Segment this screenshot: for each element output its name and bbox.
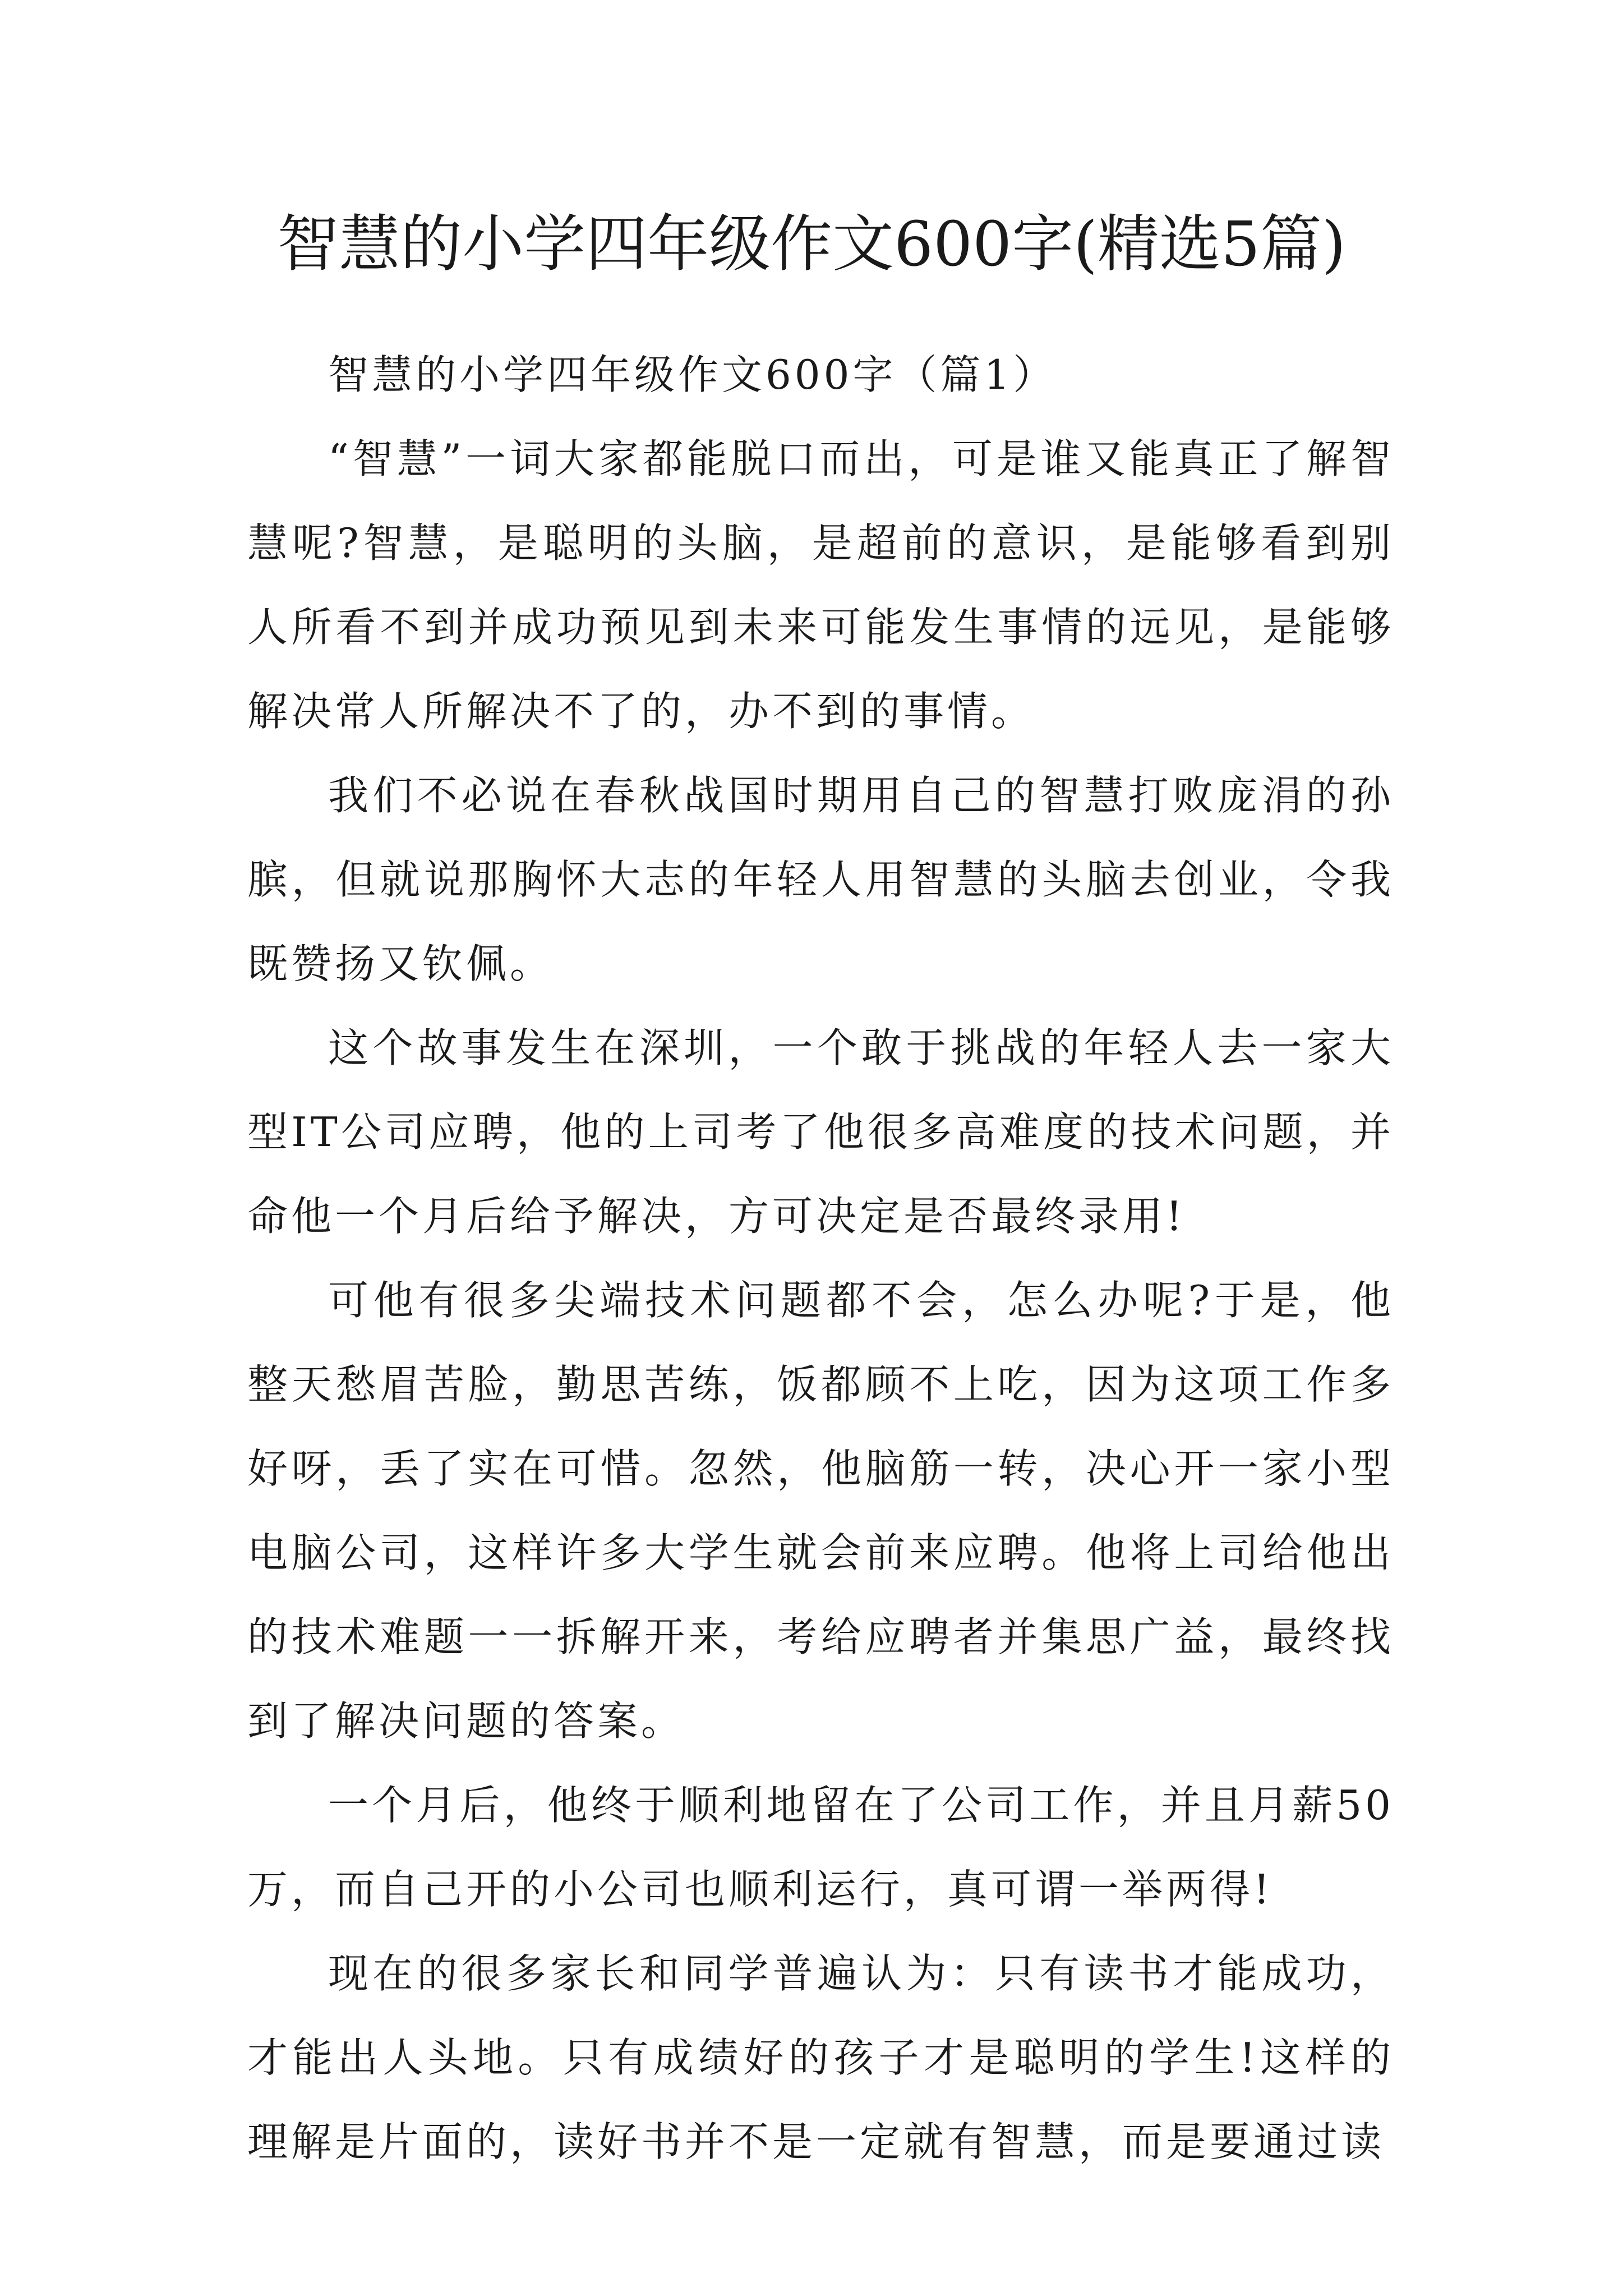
paragraph: “智慧”一词大家都能脱口而出，可是谁又能真正了解智慧呢?智慧，是聪明的头脑，是超前的意识，是能够看到别人所看不到并成功预见到未来可能发生事情的远见，是能够解决常人所解决不了的，办不到的事情。 bbox=[247, 435, 1394, 735]
section-heading: 智慧的小学四年级作文600字（篇1） bbox=[328, 351, 1057, 398]
paragraph: 我们不必说在春秋战国时期用自己的智慧打败庞涓的孙膑，但就说那胸怀大志的年轻人用智慧的头脑去创业，令我既赞扬又钦佩。 bbox=[247, 772, 1394, 987]
paragraph: 可他有很多尖端技术问题都不会，怎么办呢?于是，他整天愁眉苦脸，勤思苦练，饭都顾不上吃，因为这项工作多好呀，丢了实在可惜。忽然，他脑筋一转，决心开一家小型电脑公司，这样许多大学生就会前来应聘。他将上司给他出的技术难题一一拆解开来，考给应聘者并集思广益，最终找到了解决问题的答案。 bbox=[247, 1277, 1394, 1745]
paragraph: 现在的很多家长和同学普遍认为：只有读书才能成功，才能出人头地。只有成绩好的孩子才是聪明的学生!这样的理解是片面的，读好书并不是一定就有智慧，而是要通过读 bbox=[247, 1950, 1394, 2165]
document-body bbox=[247, 333, 1394, 2184]
paragraph: 一个月后，他终于顺利地留在了公司工作，并且月薪50万，而自己开的小公司也顺利运行，真可谓一举两得! bbox=[247, 1782, 1394, 1913]
document-title: 智慧的小学四年级作文600字(精选5篇) bbox=[277, 208, 1346, 280]
paragraph: 这个故事发生在深圳，一个敢于挑战的年轻人去一家大型IT公司应聘，他的上司考了他很多高难度的技术问题，并命他一个月后给予解决，方可决定是否最终录用! bbox=[247, 1024, 1394, 1240]
